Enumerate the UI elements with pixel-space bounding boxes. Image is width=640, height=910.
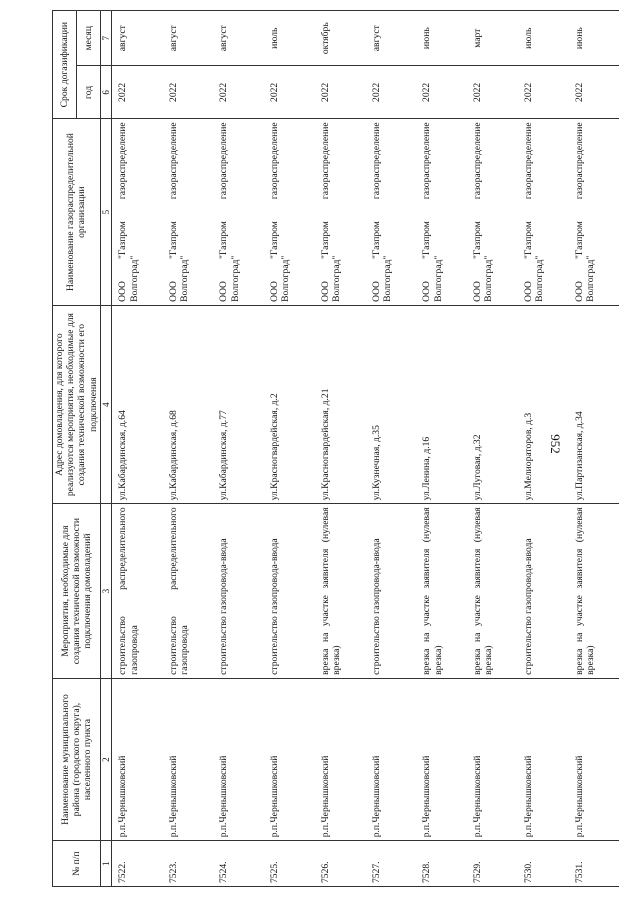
year-cell: 2022 xyxy=(213,66,264,119)
activities-cell: врезка на участке заявителя (нулевая врезка) xyxy=(569,504,620,678)
month-cell: август xyxy=(366,11,417,66)
row-number-cell: 7523. xyxy=(163,841,214,887)
column-number: 2 xyxy=(100,678,112,840)
month-cell: август xyxy=(112,11,163,66)
activities-cell: врезка на участке заявителя (нулевая врезка) xyxy=(315,504,366,678)
table-row xyxy=(264,11,315,887)
settlement-cell: р.п.Чернышковский xyxy=(467,678,518,840)
organization-cell: ООО "Газпром газораспределение Волгоград" xyxy=(467,119,518,306)
settlement-cell: р.п.Чернышковский xyxy=(569,678,620,840)
year-cell: 2022 xyxy=(416,66,467,119)
table-row xyxy=(163,11,214,887)
organization-cell: ООО "Газпром газораспределение Волгоград" xyxy=(518,119,569,306)
year-cell: 2022 xyxy=(467,66,518,119)
row-number-cell: 7525. xyxy=(264,841,315,887)
activities-cell: врезка на участке заявителя (нулевая врезка) xyxy=(467,504,518,678)
header-term: Срок догазификации xyxy=(53,11,77,119)
rotated-table-wrapper xyxy=(52,10,600,887)
activities-cell: строительство газопровода-ввода xyxy=(264,504,315,678)
organization-cell: ООО "Газпром газораспределение Волгоград" xyxy=(264,119,315,306)
row-number-cell: 7522. xyxy=(112,841,163,887)
gasification-table xyxy=(52,10,619,887)
table-row xyxy=(518,11,569,887)
settlement-cell: р.п.Чернышковский xyxy=(264,678,315,840)
settlement-cell: р.п.Чернышковский xyxy=(315,678,366,840)
table-row xyxy=(416,11,467,887)
year-cell: 2022 xyxy=(112,66,163,119)
month-cell: март xyxy=(467,11,518,66)
table-row xyxy=(112,11,163,887)
month-cell: июль xyxy=(264,11,315,66)
year-cell: 2022 xyxy=(366,66,417,119)
activities-cell: строительство газопровода-ввода xyxy=(213,504,264,678)
header-year: год xyxy=(76,66,100,119)
address-cell: ул.Кабардинская, д.77 xyxy=(213,305,264,504)
settlement-cell: р.п.Чернышковский xyxy=(366,678,417,840)
row-number-cell: 7528. xyxy=(416,841,467,887)
activities-cell: строительство распределительного газопровода xyxy=(163,504,214,678)
organization-cell: ООО "Газпром газораспределение Волгоград" xyxy=(213,119,264,306)
organization-cell: ООО "Газпром газораспределение Волгоград" xyxy=(163,119,214,306)
row-number-cell: 7531. xyxy=(569,841,620,887)
year-cell: 2022 xyxy=(569,66,620,119)
activities-cell: строительство газопровода-ввода xyxy=(518,504,569,678)
address-cell: ул.Ленина, д.16 xyxy=(416,305,467,504)
header-address: Адрес домовладения, для которого реализуются мероприятия, необходимые для создания технической возможности его подключения xyxy=(53,305,101,504)
address-cell: ул.Кабардинская, д.64 xyxy=(112,305,163,504)
address-cell: ул.Мелиораторов, д.3 xyxy=(518,305,569,504)
header-activities: Мероприятия, необходимые для создания технической возможности подключения домовладений xyxy=(53,504,101,678)
address-cell: ул.Партизанская, д.34 xyxy=(569,305,620,504)
row-number-cell: 7529. xyxy=(467,841,518,887)
address-cell: ул.Кузнечная, д.35 xyxy=(366,305,417,504)
column-number: 1 xyxy=(100,841,112,887)
settlement-cell: р.п.Чернышковский xyxy=(163,678,214,840)
settlement-cell: р.п.Чернышковский xyxy=(213,678,264,840)
row-number-cell: 7526. xyxy=(315,841,366,887)
settlement-cell: р.п.Чернышковский xyxy=(416,678,467,840)
table-row xyxy=(213,11,264,887)
settlement-cell: р.п.Чернышковский xyxy=(518,678,569,840)
activities-cell: врезка на участке заявителя (нулевая врезка) xyxy=(416,504,467,678)
organization-cell: ООО "Газпром газораспределение Волгоград" xyxy=(416,119,467,306)
column-number: 7 xyxy=(100,11,112,66)
month-cell: июнь xyxy=(569,11,620,66)
organization-cell: ООО "Газпром газораспределение Волгоград" xyxy=(569,119,620,306)
table-row xyxy=(315,11,366,887)
address-cell: ул.Луговая, д.32 xyxy=(467,305,518,504)
year-cell: 2022 xyxy=(163,66,214,119)
year-cell: 2022 xyxy=(518,66,569,119)
month-cell: июнь xyxy=(416,11,467,66)
column-number: 3 xyxy=(100,504,112,678)
organization-cell: ООО "Газпром газораспределение Волгоград" xyxy=(315,119,366,306)
header-month: месяц xyxy=(76,11,100,66)
settlement-cell: р.п.Чернышковский xyxy=(112,678,163,840)
header-settlement: Наименование муниципального района (городского округа), населенного пункта xyxy=(53,678,101,840)
row-number-cell: 7527. xyxy=(366,841,417,887)
year-cell: 2022 xyxy=(315,66,366,119)
column-number: 6 xyxy=(100,66,112,119)
address-cell: ул.Красногвардейская, д.2 xyxy=(264,305,315,504)
header-no: № п/п xyxy=(53,841,101,887)
address-cell: ул.Кабардинская, д.68 xyxy=(163,305,214,504)
header-org: Наименование газораспределительной организации xyxy=(53,119,101,306)
organization-cell: ООО "Газпром газораспределение Волгоград" xyxy=(112,119,163,306)
year-cell: 2022 xyxy=(264,66,315,119)
column-number: 5 xyxy=(100,119,112,306)
table-row xyxy=(366,11,417,887)
row-number-cell: 7530. xyxy=(518,841,569,887)
table-row xyxy=(467,11,518,887)
month-cell: август xyxy=(213,11,264,66)
month-cell: октябрь xyxy=(315,11,366,66)
month-cell: август xyxy=(163,11,214,66)
activities-cell: строительство распределительного газопровода xyxy=(112,504,163,678)
column-number: 4 xyxy=(100,305,112,504)
address-cell: ул.Красногвардейская, д.21 xyxy=(315,305,366,504)
page-number: 952 xyxy=(548,434,563,454)
activities-cell: строительство газопровода-ввода xyxy=(366,504,417,678)
month-cell: июль xyxy=(518,11,569,66)
row-number-cell: 7524. xyxy=(213,841,264,887)
table-body xyxy=(112,11,620,887)
organization-cell: ООО "Газпром газораспределение Волгоград" xyxy=(366,119,417,306)
table-row xyxy=(569,11,620,887)
